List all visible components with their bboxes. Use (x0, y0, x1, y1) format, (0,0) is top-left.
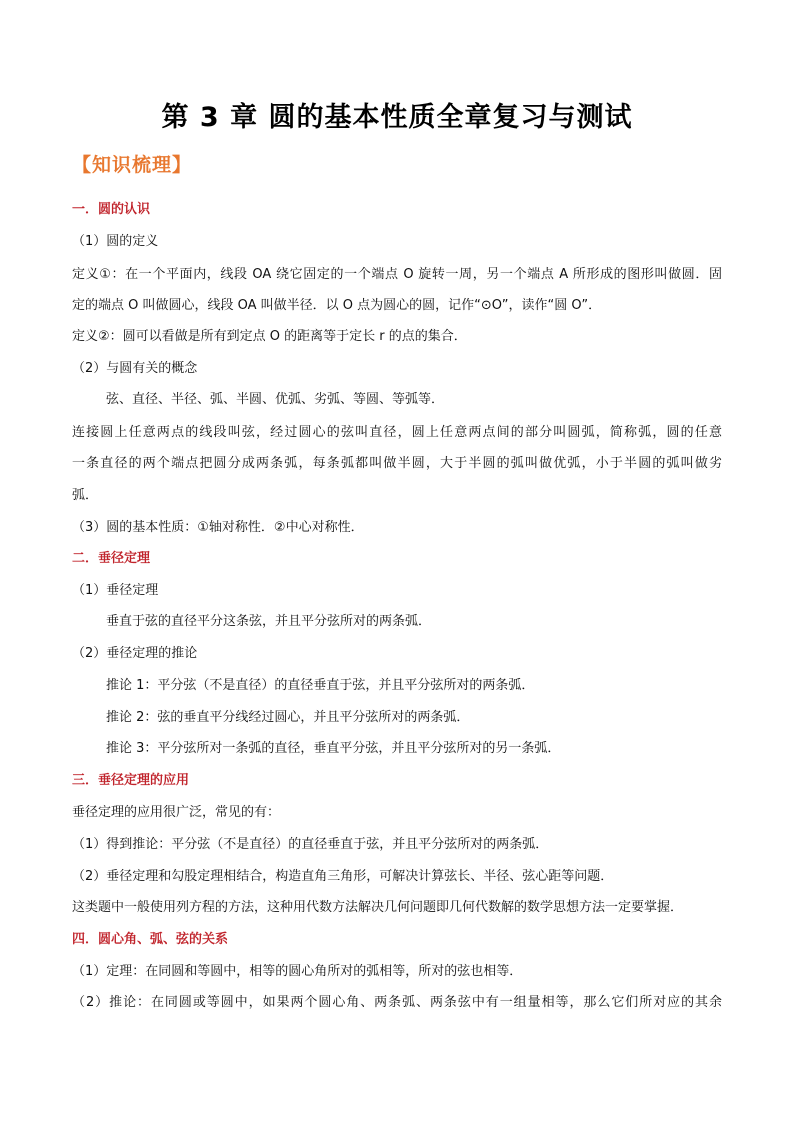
text-line: （2）推论：在同圆或等圆中，如果两个圆心角、两条弧、两条弦中有一组量相等，那么它们所对应的其余 (72, 995, 722, 1010)
text-line: （2）垂径定理和勾股定理相结合，构造直角三角形，可解决计算弦长、半径、弦心距等问题． (72, 869, 614, 884)
text-line: （1）垂径定理 (72, 583, 159, 598)
text-line: 定义①：在一个平面内，线段 OA 绕它固定的一个端点 O 旋转一周，另一个端点 A 所形成的图形叫做圆．固 (72, 267, 722, 282)
page-title: 第 3 章 圆的基本性质全章复习与测试 (161, 102, 633, 133)
heading-1: 一．圆的认识 (72, 202, 151, 217)
text-line: （3）圆的基本性质：①轴对称性．②中心对称性． (72, 520, 364, 535)
text-line: 定的端点 O 叫做圆心，线段 OA 叫做半径．以 O 点为圆心的圆，记作“⊙O”，读作“圆 O”． (72, 298, 602, 313)
text-line: 推论 3：平分弦所对一条弧的直径，垂直平分弦，并且平分弦所对的另一条弧． (106, 741, 561, 756)
text-line: （1）定理：在同圆和等圆中，相等的圆心角所对的弧相等，所对的弦也相等． (72, 964, 523, 979)
text-line: 弦、直径、半径、弧、半圆、优弧、劣弧、等圆、等弧等． (106, 392, 445, 407)
text-line: 推论 1：平分弦（不是直径）的直径垂直于弦，并且平分弦所对的两条弧． (106, 678, 535, 693)
text-line: 定义②：圆可以看做是所有到定点 O 的距离等于定长 r 的点的集合． (72, 329, 467, 344)
text-line: 推论 2：弦的垂直平分线经过圆心，并且平分弦所对的两条弧． (106, 710, 470, 725)
heading-2: 二．垂径定理 (72, 551, 151, 566)
text-line: 这类题中一般使用列方程的方法，这种用代数方法解决几何问题即几何代数解的数学思想方法一定要掌握． (72, 900, 684, 915)
text-line: 弧． (72, 488, 99, 503)
text-line: （1）圆的定义 (72, 234, 159, 249)
text-line: 垂径定理的应用很广泛，常见的有： (72, 805, 281, 820)
section-label: 【知识梳理】 (72, 154, 193, 176)
text-line: （1）得到推论：平分弦（不是直径）的直径垂直于弦，并且平分弦所对的两条弧． (72, 837, 549, 852)
heading-4: 四．圆心角、弧、弦的关系 (72, 932, 229, 947)
text-line: 连接圆上任意两点的线段叫弦，经过圆心的弦叫直径，圆上任意两点间的部分叫圆弧，简称弧，圆的任意 (72, 425, 722, 440)
text-line: （2）与圆有关的概念 (72, 361, 198, 376)
text-line: 一条直径的两个端点把圆分成两条弧，每条弧都叫做半圆，大于半圆的弧叫做优弧，小于半圆的弧叫做劣 (72, 456, 722, 471)
text-line: 垂直于弦的直径平分这条弦，并且平分弦所对的两条弧． (106, 614, 432, 629)
text-line: （2）垂径定理的推论 (72, 646, 198, 661)
heading-3: 三．垂径定理的应用 (72, 773, 190, 788)
